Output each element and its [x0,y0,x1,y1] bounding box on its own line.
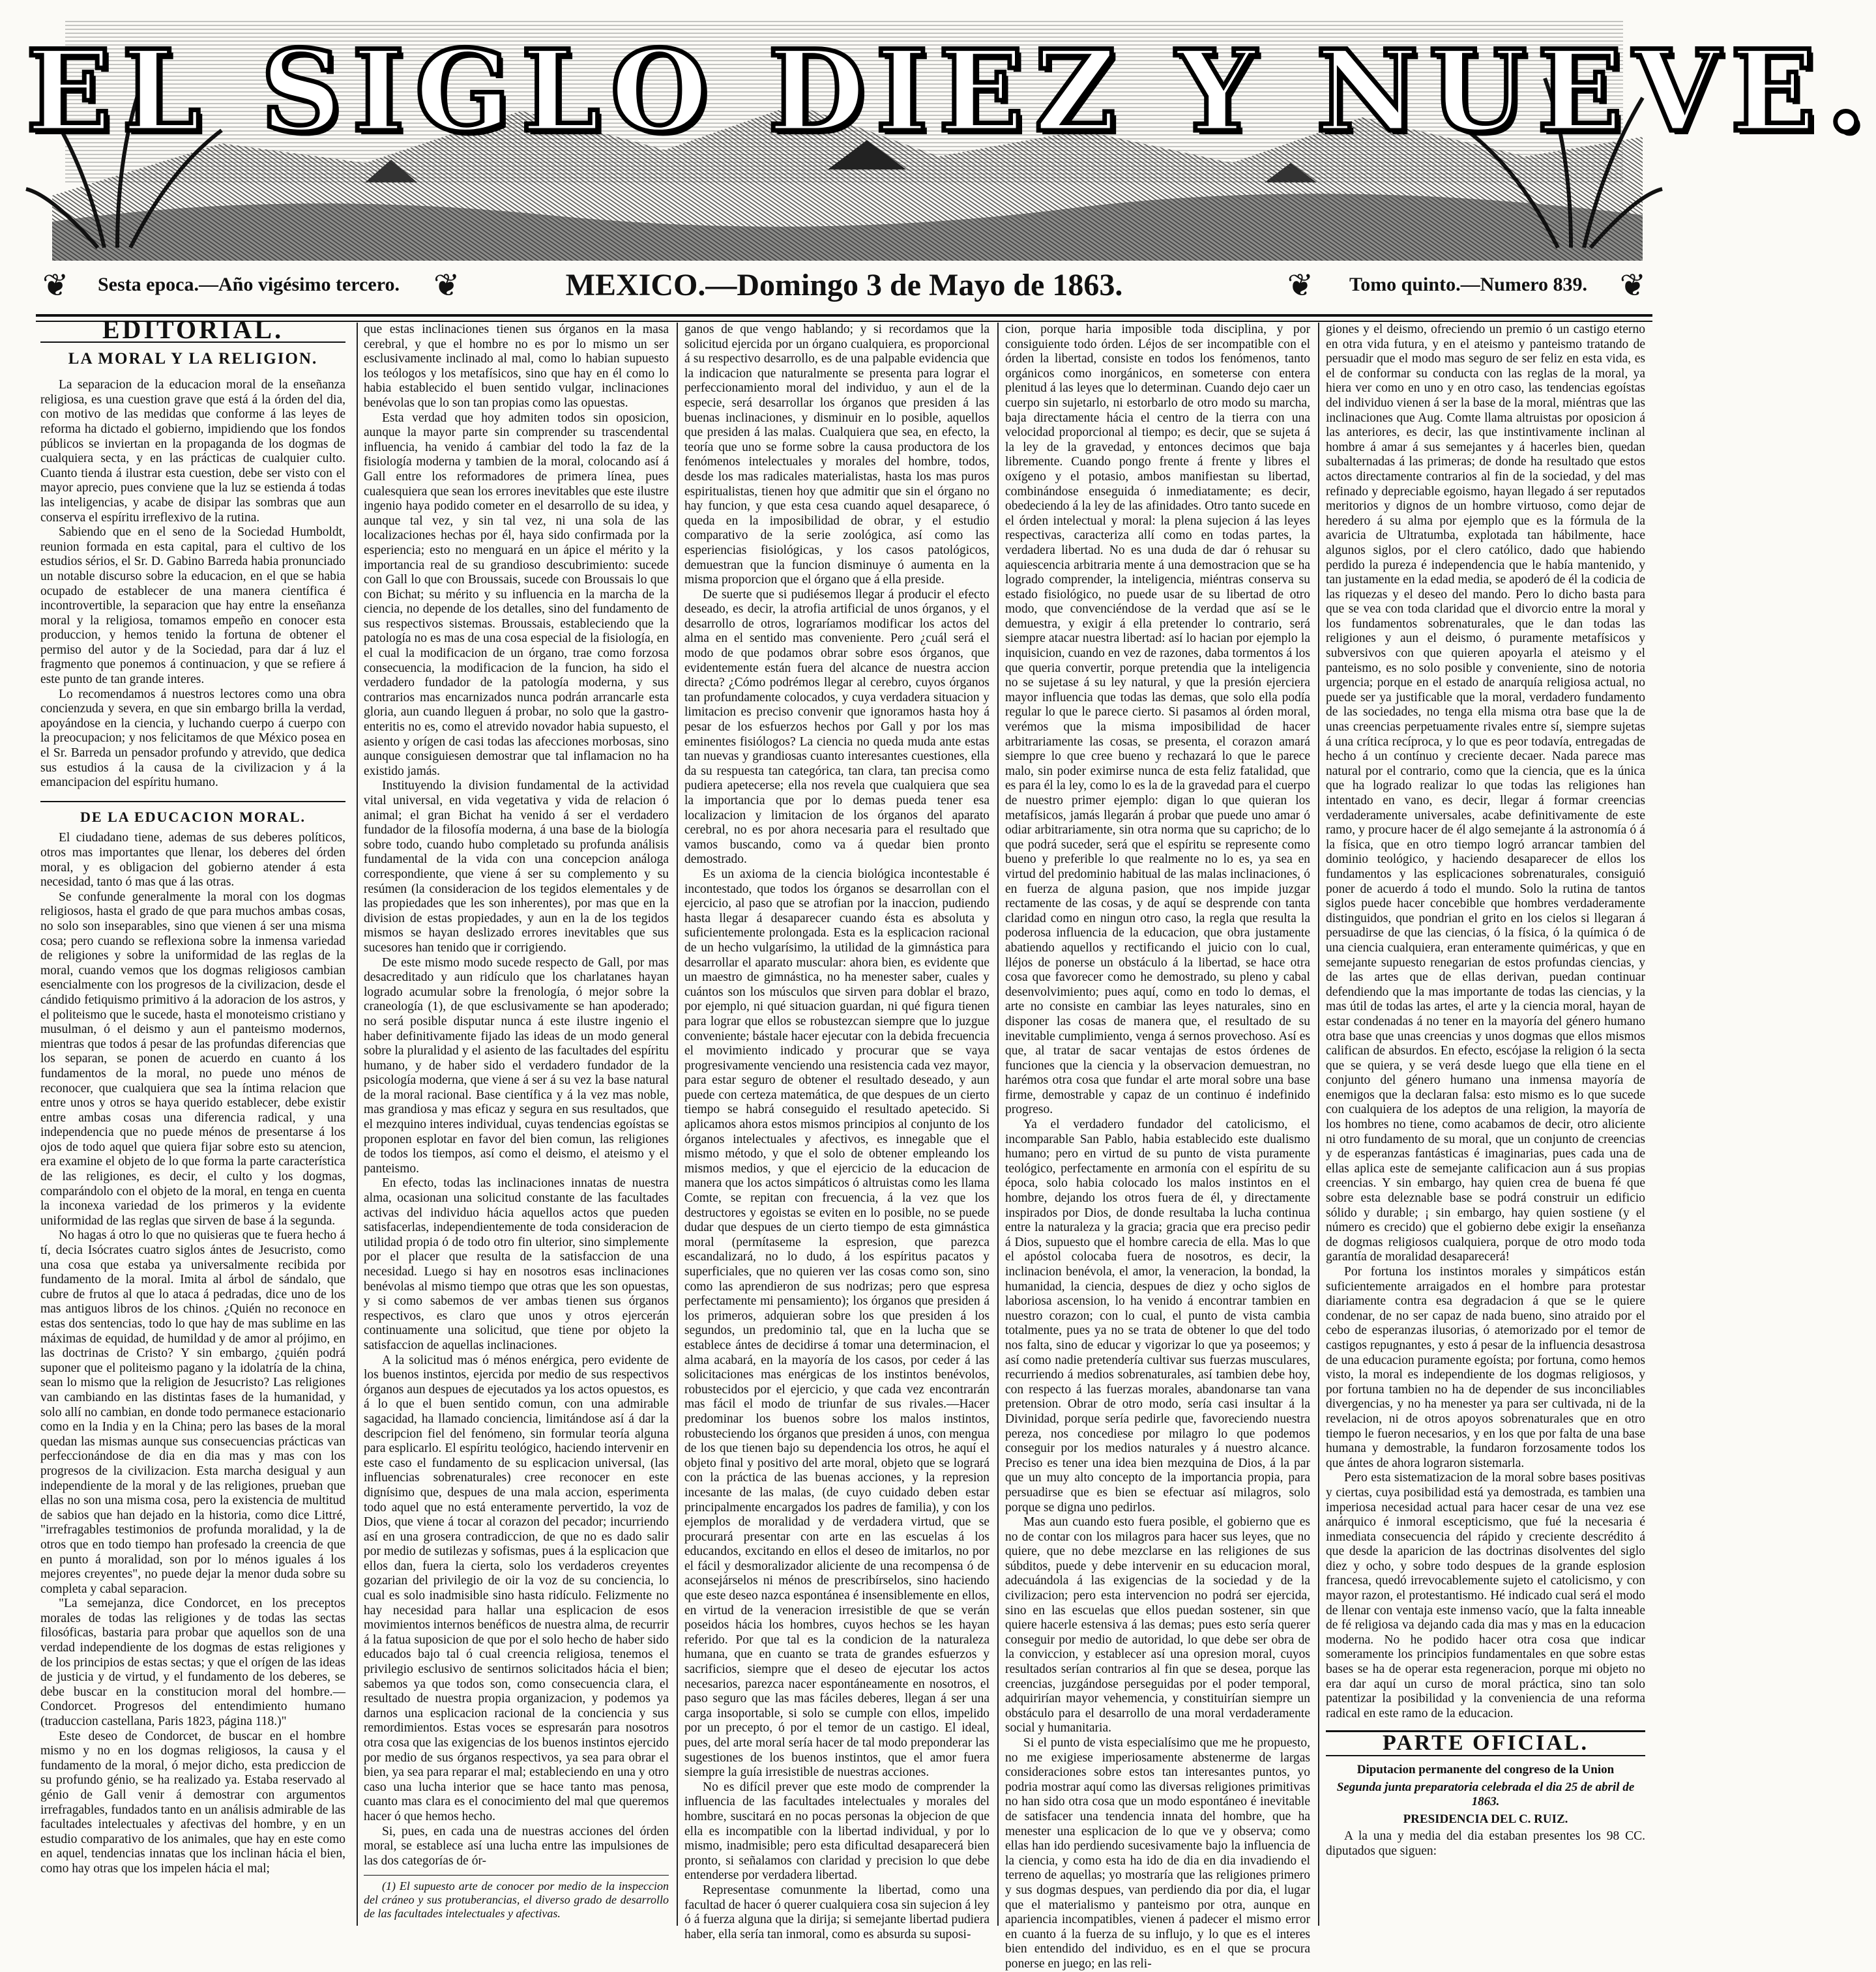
masthead-title: EL SIGLO DIEZ Y NUEVE. [26,25,1876,157]
column-rule [997,323,999,1926]
paragraph: Este deseo de Condorcet, de buscar en el hombre mismo y no en los dogmas religiosos, la causa y el fundamento de la moral, ó mejor dicho, esta prediccion de su profundo génio, se ha realizado ya. Estaba reservado al génio de Gall venir á demostrar con argumentos irrefragables, fundados tanto en un análisis admirable de las facultades intelectuales y afectivas del hombre, y en un estudio comparativo de los animales, que hay en este como en aquel, tendencias innatas que los inclinan hácia el bien, como hay otras que los impelen hácia el mal; [40,1729,345,1876]
footnote [364,1875,669,1921]
paragraph: Por fortuna los instintos morales y simpáticos están suficientemente arraigados en el hombre para protestar diariamente contra esa degradacion á que se le quiere condenar, de no ser capaz de nada bueno, sino atraido por el cebo de esperanzas ilusorias, ó atemorizado por el temor de castigos repugnantes, y esto á pesar de la influencia desastrosa de una educacion puramente egoísta; por fortuna, como hemos visto, la moral es independiente de los dogmas religiosos, y por fortuna tambien no ha de depender de sus inconciliables divergencias, y no ha menester ya para ser cultivada, ni de la revelacion, ni de otros apoyos sobrenaturales que en otro tiempo le fueron necesarios, y en los que por falta de una base humana y demostrable, la fundaron forzosamente todos los que ántes de ahora lograron sistemarla. [1326,1265,1645,1470]
paragraph: De suerte que si pudiésemos llegar á producir el efecto deseado, es decir, la atrofia artificial de unos órganos, y el desarrollo de otros, lograríamos modificar los actos del alma en el sentido mas conveniente. Pero ¿cuál será el modo de que podamos obrar sobre esos órganos, que evidentemente están fuera del alcance de nuestra accion directa? ¿Cómo podrémos llegar al cerebro, cuyos órganos tan profundamente colocados, y cuya verdadera situacion y limitacion es preciso convenir que ignoramos hasta hoy á pesar de los esfuerzos hechos por Gall y por los mas eminentes fisiólogos? La ciencia no queda muda ante estas tan nuevas y grandiosas cuanto interesantes cuestiones, ella da su respuesta tan categórica, tan clara, tan precisa como pudiera apetecerse; ella nos revela que cualquiera que sea la importancia que por lo demas pueda tener esa localizacion y limitacion de los órganos del aparato cerebral, no es por ahora necesaria para el resultado que vamos buscando, como va á quedar bien pronto demostrado. [684,587,989,867]
paragraph: Lo recomendamos á nuestros lectores como una obra concienzuda y severa, en que sin embargo brilla la verdad, apoyándose en la ciencia, y luchando cuerpo á cuerpo con la preocupacion; y nos felicitamos de que México posea en el Sr. Barreda un pensador profundo y atrevido, que dedica sus estudios á la causa de la civilizacion y á la emancipacion del espíritu humano. [40,687,345,790]
paragraph: Si el punto de vista especialísimo que me he propuesto, no me exigiese imperiosamente abstenerme de largas consideraciones sobre estos tan interesantes puntos, yo podria mostrar aquí como las diversas religiones primitivas no han sido otra cosa que un modo espontáneo é inevitable de satisfacer una tendencia innata del hombre, que ha menester una esplicacion de lo que ve y observa; como ellas han ido perdiendo sucesivamente bajo la influencia de la ciencia, y como esta ha ido de dia en dia invadiendo el terreno de aquellas; yo mostraría que las religiones primero y sus dogmas despues, van perdiendo dia por dia, el lugar que el materialismo y panteismo por otra, aunque en apariencia incompatibles, vienen á padecer el mismo error en cuanto á la fuerza de su influjo, y lo que es el interes bien entendido del individuo, es en el que se procura ponerse en juego; en las reli- [1005,1736,1310,1971]
ornament-icon: ❦ [1619,267,1646,304]
dateline [36,262,1652,317]
paragraph: La separacion de la educacion moral de la enseñanza religiosa, es una cuestion grave que está á la órden del dia, con motivo de las medidas que conforme á las leyes de reforma ha dictado el gobierno, impidiendo que los fondos públicos se inviertan en la propaganda de los dogmas de cualquiera secta, y en las prácticas de cualquier culto. Cuanto tienda á ilustrar esta cuestion, debe ser visto con el mayor aprecio, pues conviene que la luz se estienda á todas las inteligencias, y acabe de disipar las sombras que aun conserva el espíritu irreflexivo de la rutina. [40,378,345,525]
paragraph: No hagas á otro lo que no quisieras que te fuera hecho á tí, decia Isócrates cuatro siglos ántes de Jesucristo, como una cosa que estaba ya universalmente recibida por fundamento de la moral. Imita al árbol de sándalo, que cubre de frutos al que lo ataca á pedradas, dice uno de los mas antiguos libros de los chinos. ¿Quién no reconoce en estas dos sentencias, todo lo que hay de mas sublime en las máximas de equidad, de humildad y de amor al prójimo, en las doctrinas de Cristo? Y sin embargo, ¿quién podrá suponer que el politeismo pagano y la idolatría de la china, sean lo mismo que la religion de Jesucristo? Las religiones van cambiando en las distintas fases de la humanidad, y solo allí no cambian, en donde todo permanece estacionario como en la India y en la China; pero las bases de la moral quedan las mismas aunque sus consecuencias prácticas van perfeccionándose de dia en dia mas y mas con los progresos de la civilizacion. Esta marcha desigual y aun independiente de la moral y de las religiones, prueban que ellas no son una misma cosa, pero la existencia de multitud de sabios que han dejado en la historia, como dice Littré, "irrefragables testimonios de profunda moralidad, y la de otros que en todo tiempo han profesado la creencia de que en punto á moralidad, son por lo ménos iguales á los mejores creyentes", no puede dejar la menor duda sobre su completa y cabal separacion. [40,1228,345,1596]
paragraph: Si, pues, en cada una de nuestras acciones del órden moral, se establece así una lucha entre las impulsiones de las dos categorías de ór- [364,1824,669,1868]
paragraph: ganos de que vengo hablando; y si recordamos que la solicitud ejercida por un órgano cualquiera, es proporcional á su respectivo desarrollo, es de una palpable evidencia que la indicacion que naturalmente se presenta para lograr el perfeccionamiento moral del individuo, y aun el de la especie, será desarrollar los órganos que presiden á las buenas inclinaciones, y disminuir en lo posible, aquellos que presiden á las malas. Cualquiera que sea, en efecto, la teoría que uno se forme sobre la causa productora de los fenómenos intelectuales y morales del hombre, todos, desde los mas radicales materialistas, hasta los mas puros espiritualistas, tienen hoy que admitir que sin el órgano no hay funcion, y que esta cesa cuando aquel desaparece, ó queda en la imposibilidad de obrar, y el estudio comparativo de la serie zoológica, así como las esperiencias fisiológicas, y los casos patológicos, demuestran que la funcion disminuye ó aumenta en la misma proporcion que el órgano que á ella preside. [684,323,989,587]
ornament-icon: ❦ [1287,267,1313,304]
paragraph: A la una y media del dia estaban presentes los 98 CC. diputados que siguen: [1326,1829,1645,1858]
paragraph: Mas aun cuando esto fuera posible, el gobierno que es no de contar con los milagros para hacer sus leyes, que no quiere, que no debe mezclarse en las religiones de sus súbditos, puede y debe intervenir en su educacion moral, adecuándola á las exigencias de la sociedad y de la civilizacion; pero esta intervencion no podrá ser ejercida, sino en las escuelas que ellos puedan sostener, sin que quiere hacerle estensiva á las demas; pues esto sería querer conseguir por medio de autoridad, lo que debe ser obra de la conviccion, y establecer así una opresion moral, cuyos resultados serían contrarios al fin que se desea, porque las creencias, juzgándose perseguidas por el poder temporal, adquirirían mayor vehemencia, y constituirían siempre un obstáculo para el desarrollo de una moral verdaderamente social y humanitaria. [1005,1515,1310,1735]
date-heading: MEXICO.—Domingo 3 de Mayo de 1863. [565,268,1123,302]
paragraph: De este mismo modo sucede respecto de Gall, por mas desacreditado y aun ridículo que los charlatanes hayan logrado acumular sobre la frenología, ó mejor sobre la craneología (1), de que esclusivamente se han apoderado; no será posible disputar nunca á este ilustre ingenio el haber definitivamente fijado las ideas de un modo general sobre la pluralidad y el asiento de las facultades del espíritu humano, y de haber sido el verdadero fundador de la psicología moderna, que viene á ser á su vez la base natural de la moral racional. Base científica y á la vez mas noble, mas grandiosa y mas eficaz y segura en sus resultados, que el mezquino interes individual, cuyas tendencias egoístas se proponen esplotar en favor del bien comun, las religiones de todos los tiempos, así como el deismo, el ateismo y el panteismo. [364,955,669,1176]
masthead [26,0,1876,261]
column-3 [684,323,989,1941]
column-5 [1326,323,1645,1926]
paragraph: Esta verdad que hoy admiten todos sin oposicion, aunque la mayor parte sin comprender su trascendental influencia, ha venido á cambiar del todo la faz de la fisiología moderna y tambien de la moral, colocando así á Gall entre los reformadores de primera línea, pues cualesquiera que sean los errores inevitables que este ilustre ingenio haya podido cometer en el desarrollo de su idea, y aunque tal vez, y sin tal vez, ni una sola de las localizaciones hechas por él, haya sido confirmada por la esperiencia; esto no menguará en un ápice el mérito y la importancia real de su grandioso descubrimiento: sucede con Gall lo que con Broussais, sucede con Broussais lo que con Bichat; su mérito y su influencia en la marcha de la ciencia, no depende de los detalles, sino del fundamento de sus respectivos sistemas. Broussais, estableciendo que la patología no es mas de una cosa especial de la fisiología, en el cual la modificacion de un órgano, trae como forzosa consecuencia, la modificacion de la funcion, ha sido el verdadero fundador de la patología moderna, y sus contrarios mas encarnizados nunca podrán arrancarle esta gloria, aun cuando lleguen á probar, no solo que la gastro-enteritis no es, como el atrevido novador habia supuesto, el asiento y orígen de casi todas las afecciones morbosas, sino aunque consiguiesen demostrar que tal inflamacion no ha existido jamás. [364,411,669,778]
editorial-heading: EDITORIAL. [40,323,345,343]
edition-info: Sesta epoca.—Año vigésimo tercero. [98,274,400,295]
column-rule [677,323,678,1926]
presidency-heading: PRESIDENCIA DEL C. RUIZ. [1403,1812,1568,1826]
column-1 [40,315,345,1926]
paragraph: Es un axioma de la ciencia biológica incontestable é incontestado, que todos los órganos se desarrollan con el ejercicio, al paso que se atrofian por la inaccion, pudiendo hasta llegar á desaparecer cuando ésta es absoluta y suficientemente prolongada. Esta es la esplicacion racional de un hecho vulgarísimo, la utilidad de la gimnástica para desarrollar el aparato muscular: ahora bien, es evidente que un maestro de gimnástica, no ha menester saber, cuales y cuántos son los músculos que sirven para doblar el brazo, por ejemplo, ni qué situacion guardan, ni qué figura tienen para lograr que ellos se robustezcan siempre que lo juzgue conveniente; bástale hacer ejecutar con la debida frecuencia el movimiento indicado y procurar que se vaya progresivamente venciendo una resistencia cada vez mayor, para estar seguro de obtener el resultado deseado, y aun puede con certeza matemática, de que despues de un cierto tiempo se habrá conseguido el resultado apetecido. Si aplicamos ahora estos mismos principios al conjunto de los órganos intelectuales y afectivos, es innegable que el mismo método, y que el solo de obtener empleando los mismos medios, y que el ejercicio de la educacion de manera que los actos simpáticos ó altruistas como les llama Comte, se repitan con frecuencia, á la vez que los destructores y egoistas se eviten en lo posible, no se puede dudar que despues de un cierto tiempo de esta gimnástica moral (permítaseme la espresion, que parezca escandalizará, no lo dudo, á los espíritus pacatos y superficiales, que no quieren ver las cosas como son, sino como las aprendieron de sus nodrizas; pero que espresa perfectamente mi pensamiento); los órganos que presiden á los primeros, adquieran sobre los que presiden á los segundos, un predominio tal, que en la lucha que se establece ántes de decidirse á tomar una determinacion, el alma acabará, en la mayoría de los casos, por ceder á las solicitaciones mas enérgicas de los instintos benévolos, robustecidos por el ejercicio, y que cada vez encontrarán mas fácil el modo de triunfar de sus rivales.—Hacer predominar los buenos sobre los malos instintos, robusteciendo los órganos que presiden á unos, con mengua de los que tienen bajo su dependencia los otros, he aquí el objeto final y positivo del arte moral, objeto que se logrará con la práctica de las buenas acciones, y la represion incesante de las malas, (de cuyo cuidado deben estar principalmente encargados los padres de familia), y con los ejemplos de moralidad y de verdadera virtud, que se procurará presentar con arte en las escuelas á los educandos, excitando en ellos el deseo de imitarlos, no por el fácil y desmoralizador aliciente de una recompensa ó de aconsejárselos ni ménos de prescribírselos, sino haciendo que este deseo nazca espontánea é insensiblemente en ellos, en virtud de la veneracion irresistible de que se verán poseidos hácia los hombres, cuyos hechos se les hayan referido. Por que tal es la condicion de la naturaleza humana, que en cuanto se trata de grandes esfuerzos y sacrificios, siempre que el deseo de ejecutar los actos necesarios, parezca nacer espontáneamente en nosotros, el paso seguro que las mas fáciles deberes, llegan á ser una carga insoportable, si solo se cumple con ellos, impelido por un precepto, ó por el temor de un castigo. El ideal, pues, del arte moral sería hacer de tal modo preponderar las sugestiones de los buenos instintos, que el amor fuera siempre la guía irresistible de nuestras acciones. [684,867,989,1780]
ornament-icon: ❦ [433,267,460,304]
official-subheading: Diputacion permanente del congreso de la Union [1356,1763,1615,1776]
column-rule [1318,323,1319,1926]
paragraph: Sabiendo que en el seno de la Sociedad Humboldt, reunion formada en esta capital, para el cultivo de los estudios sérios, el Sr. D. Gabino Barreda habia pronunciado un notable discurso sobre la educacion, en el que se habia ocupado de establecer de una manera científica é incontrovertible, la separacion que hay entre la enseñanza moral y la religiosa, tomamos empeño en conocer esta produccion, y hemos tenido la fortuna de obtener el permiso del autor y de la Sociedad, para dar á luz el fragmento que ponemos á continuacion, y que se refiere á este punto de tan grande interes. [40,525,345,687]
volume-info: Tomo quinto.—Numero 839. [1349,274,1587,295]
article-title: LA MORAL Y LA RELIGION. [68,349,318,368]
paragraph: "La semejanza, dice Condorcet, en los preceptos morales de todas las religiones y de todas las sectas filosóficas, bastaria para probar que aquellos son de una verdad independiente de los dogmas de estas religiones y de los principios de estas sectas; y que el orígen de las ideas de justicia y de virtud, y el fundamento de los deberes, se debe buscar en la constitucion moral del hombre.—Condorcet. Progresos del entendimiento humano (traduccion castellana, Paris 1823, página 118.)" [40,1597,345,1729]
section-heading: DE LA EDUCACION MORAL. [40,801,345,825]
footnote-text: (1) El supuesto arte de conocer por medio de la inspeccion del cráneo y sus protuberancias, el diverso grado de desarrollo de las facultades intelectuales y afectivas. [364,1879,669,1921]
session-heading: Segunda junta preparatoria celebrada el dia 25 de abril de 1863. [1336,1780,1635,1809]
paragraph: Ya el verdadero fundador del catolicismo, el incomparable San Pablo, habia establecido este dualismo humano; pero en virtud de su punto de vista puramente teológico, perfectamente en armonía con el espíritu de su época, solo habia colocado los malos instintos en el hombre, dejando los otros fuera de él, y directamente inspirados por Dios, de donde resultaba la lucha continua entre la naturaleza y la gracia; gracia que era preciso pedir á Dios, supuesto que el hombre carecia de ella. Mas lo que el apóstol colocaba fuera de nosotros, es decir, la inclinacion benévola, el amor, la veneracion, la bondad, la humanidad, la ciencia, despues de diez y ocho siglos de laboriosa ascension, lo ha venido á encontrar tambien en nuestro corazon; con lo cual, el punto de vista cambia totalmente, pues ya no se trata de obtener lo que del todo nos falta, sino de educar y vigorizar lo que ya poseemos; y así como nadie pretendería cultivar sus fuerzas musculares, recurriendo á medios sobrenaturales, así tambien debe hoy, con respecto á las fuerzas morales, abandonarse tan vana pretension. Obrar de otro modo, sería casi insultar á la Divinidad, porque sería pedirle que, favoreciendo nuestra pereza, nos concediese por milagro lo que podemos conseguir por los medios naturales y á nuestro alcance. Preciso es tener una idea bien mezquina de Dios, á la par que un muy alto concepto de la importancia propia, para persuadirse que es bien se efectuar así milagros, solo porque se digna uno pedirlos. [1005,1118,1310,1515]
ornament-icon: ❦ [42,267,69,304]
paragraph: No es difícil prever que este modo de comprender la influencia de las facultades intelectuales y morales del hombre, suscitará en no pocas personas la objecion de que ella es incompatible con la libertad individual, y por lo mismo, inadmisible; pero esta dificultad desaparecerá bien pronto, si señalamos con claridad y precision lo que debe entenderse por verdadera libertad. [684,1780,989,1883]
column-2 [364,323,669,1926]
paragraph: A la solicitud mas ó ménos enérgica, pero evidente de los buenos instintos, ejercida por medio de sus respectivos órganos aun despues de ejecutados ya los actos opuestos, es á lo que el buen sentido comun, con una admirable sagacidad, ha llamado conciencia, limitándose así á dar la descripcion fiel del fenómeno, sin formular teoría alguna para esplicarlo. El espíritu teológico, haciendo intervenir en este caso el fundamento de su esplicacion universal, (las influencias sobrenaturales) cree reconocer en este dignísimo que, despues de una mala accion, esperimenta todo aquel que no está enteramente pervertido, la voz de Dios, que viene á tocar al corazon del pecador; incurriendo así en una grosera contradiccion, de que no es dado salir por medio de sutilezas y sofismas, pues á la esplicacion que ellos dan, fuera la cierta, solo los verdaderos creyentes gozarian del privilegio de oir la voz de su conciencia, lo cual es solo inadmisible sino hasta ridículo. Felizmente no hay necesidad para hallar una esplicacion de esos movimientos internos benéficos de nuestra alma, de recurrir á la fatua suposicion de que por el solo hecho de haber sido educados bajo tal ó cual creencia religiosa, tenemos el privilegio esclusivo de sentirnos solicitados hácia el bien; sabemos ya que todos son, como consecuencia clara, el resultado de nuestra propia organizacion, y podemos ya darnos una esplicacion racional de la conciencia y sus remordimientos. Estas voces se espresarán para nosotros otra cosa que las exigencias de los buenos instintos ejercido por medio de sus órganos respectivos, ya sea para obrar el bien, ya sea para reparar el mal; estableciendo en una y otro caso una lucha interior que se hace tanto mas penosa, cuanto mas clara es el conocimiento del mal que queremos hacer ó que hemos hecho. [364,1353,669,1823]
paragraph: giones y el deismo, ofreciendo un premio ó un castigo eterno en otra vida futura, y en el ateismo y panteismo tratando de persuadir que el modo mas seguro de ser feliz en esta vida, es el de conformar su conducta con las reglas de la moral, ya hiera ver como en uno y en otro caso, las tendencias egoístas del individuo vienen á ser la base de la moral, miéntras que las inclinaciones que Aug. Comte llama altruistas por oposicion á las anteriores, es decir, las que instintivamente inclinan al hombre á amar á sus semejantes y á hacerles bien, quedan subalternadas á las primeras; de donde ha resultado que estos actos directamente contrarios al fin de la sociedad, y del mas refinado y depreciable egoismo, hayan llegado á ser reputados meritorios y dignos de un hombre virtuoso, como dejar de heredero á su alma por ejemplo que es la fórmula de la avaricia de Ultratumba, explotada tan hábilmente, hace algunos siglos, por el clero católico, dado que habiendo perdido la pureza é independencia que le había mantenido, y tan justamente en la edad media, se apoderó de él la codicia de las riquezas y el deseo del mando. Pero lo dicho basta para que se vea con toda claridad que el divorcio entre la moral y los fundamentos sobrenaturales, que le dan todas las religiones y aun el deismo, ó puramente metafísicos y subversivos con que quieren apoyarla el ateismo y el panteismo, es no solo posible y conveniente, sino de notoria urgencia; porque en el estado de anarquía religiosa actual, no puede ser ya justificable que la moral, verdadero fundamento de las sociedades, no tenga ella misma otra base que la de unas creencias perpetuamente rivales entre sí, siempre sujetas á una crítica recíproca, y lo que es peor todavía, entregadas de hecho á un contínuo y creciente decaer. Nada parece mas natural por el contrario, como que la ciencia, que es la única que ha logrado realizar lo que todas las religiones han intentado en vano, es decir, llegar á formar creencias verdaderamente universales, acabe definitivamente de este ramo, y procure hacer de él algo semejante á la astronomía ó á la física, que en otro tiempo logró arrancar tambien del dominio teológico, y haciendo desaparecer de ellos los fundamentos y las esplicaciones sobrenaturales, consiguió poner de acuerdo á todo el mundo. Solo la rutina de tantos siglos puede hacer concebible que hombres verdaderamente distinguidos, que pondrian el grito en los cielos si llegaran á persuadirse de que las ciencias, ó la física, ó la química ó de una ciencia cualquiera, eran enteramente quiméricas, y que en semejante supuesto renegarian de estos profundas ciencias, y de las artes que de ellas derivan, puedan continuar defendiendo que la mas importante de todas las ciencias, y la mas útil de todas las artes, el arte y la ciencia moral, hayan de estar condenadas á no tener en la mayoría del género humano otra base que unas creencias y unos dogmas que ellos mismos califican de absurdos. En efecto, escójase la religion ó la secta que se quiera, y se verá desde luego que ella tiene en el conjunto del género humano una inmensa mayoría de enemigos que la declaran falsa: esto mismo es lo que sucede con cualquiera de los adeptos de una religion, la mayoría de los hombres no tiene, como acabamos de decir, otro aliciente ni otro fundamento de su moral, que un conjunto de creencias y de esperanzas fantásticas é imaginarias, pues cada una de ellas aplica este de semejante calificacion aun á sus propias creencias. Y sin embargo, hay quien crea de buena fé que sobre esta deleznable base se podrá construir un edificio sólido y durable; ¡ sin embargo, hay quien sostiene (y el número es crecido) que el gobierno debe exigir la enseñanza de dogmas religiosos cualquiera, porque de otro modo toda garantía de moralidad desaparecerá! [1326,323,1645,1264]
paragraph: que estas inclinaciones tienen sus órganos en la masa cerebral, y que el hombre no es por lo mismo un ser esclusivamente inclinado al mal, como lo habian supuesto los teólogos y los metafísicos, sino que hay en él como lo habia establecido el buen sentido vulgar, inclinaciones benévolas que lo son tan propias como las opuestas. [364,323,669,410]
paragraph: Pero esta sistematizacion de la moral sobre bases positivas y ciertas, cuya posibilidad está ya demostrada, es tambien una imperiosa necesidad actual para hacer cesar de una vez ese anárquico é inmoral escepticismo, que fué la necesaria é inmediata consecuencia del rápido y creciente descrédito á que desde la aparicion de las doctrinas disolventes del siglo diez y ocho, y sobre todo despues de la grande esplosion francesa, quedó irrevocablemente sujeto el catolicismo, y con mayor razon, el protestantismo. Hé indicado cual será el modo de llenar con ventaja este inmenso vacío, que la falta inneable de fé religiosa va dejando cada dia mas y mas en la educacion moderna. No he podido hacer otra cosa que indicar someramente los principios fundamentales en que sobre estas bases se ha de operar esta regeneracion, porque mi objeto no era dar aquí un curso de moral práctica, sino tan solo patentizar la posibilidad y la conveniencia de una reforma radical en este ramo de la educacion. [1326,1471,1645,1720]
paragraph: Se confunde generalmente la moral con los dogmas religiosos, hasta el grado de que para muchos ambas cosas, no solo son inseparables, sino que vienen á ser una misma cosa; pero cuando se reflexiona sobre la inmensa variedad de religiones y sobre la uniformidad de las reglas de la moral, cuando vemos que los dogmas religiosos cambian esencialmente con los progresos de la civilizacion, desde el cándido fetiquismo primitivo á la adoracion de los astros, y el politeismo que le sucede, hasta el monoteismo cristiano y musulman, ó el deismo y aun el panteismo modernos, mientras que todos á pesar de las profundas diferencias que los separan, se ponen de acuerdo en cuanto á los fundamentos de la moral, no puede uno ménos de reconocer, que cualquiera que sea la íntima relacion que entre unos y otros se haya querido establecer, debe existir entre ambas cosas una diferencia radical, y una independencia que no puede ménos de presentarse á los ojos de todo aquel que quiera fijar sobre esto su atencion, era examine el objeto de lo que forma la parte característica de las religiones, es decir, el culto y los dogmas, comparándolo con el objeto de la moral, en tenga en cuenta la inconexa variedad de los primeros y la evidente uniformidad de las reglas que sirven de base á la segunda. [40,890,345,1228]
column-4 [1005,323,1310,1971]
paragraph: Representase comunmente la libertad, como una facultad de hacer ó querer cualquiera cosa sin sujecion á ley ó á fuerza alguna que la dirija; si semejante libertad pudiera haber, ella sería tan inmoral, como es absurda su suposi- [684,1883,989,1941]
paragraph: cion, porque haria imposible toda disciplina, y por consiguiente todo órden. Léjos de ser incompatible con el órden la libertad, consiste en todos los fenómenos, tanto orgánicos como inorgánicos, en someterse con entera plenitud á las leyes que lo determinan. Cuando dejo caer un cuerpo sin sujetarlo, ni estorbarlo de otro modo su marcha, baja directamente hácia el centro de la tierra con una velocidad proporcional al tiempo; es decir, que se sujeta á la ley de la gravedad, y entonces decimos que baja libremente. Cuando pongo frente á frente y libres el oxígeno y el potasio, ambos manifiestan su libertad, combinándose enseguida ó inmediatamente; es decir, obedeciendo á la ley de las afinidades. Otro tanto sucede en el órden intelectual y moral: la plena sujecion á las leyes respectivas, caracteriza allí como en todas partes, la verdadera libertad. No es una duda de dar ó rehusar su aquiescencia arbitraria mente á una demostracion que se ha logrado comprender, la inteligencia, miéntras conserva su estado fisiológico, no puede usar de su libertad de otro modo, que convenciéndose de la verdad que así se le demuestra, y exigir á ella pretender lo contrario, será siempre atacar nuestra libertad: así lo hacian por ejemplo la inquisicion, cuando en vez de razones, daba tormentos á los que queria convertir, porque pretendia que la inteligencia no se sujetase á su ley natural, y que la presión ejerciera mayor influencia que todas las demas, que solo ella podía regular lo que le parece cierto. Si pasamos al órden moral, verémos que la misma imposibilidad de hacer arbitrariamente las cosas, se presenta, el corazon amará siempre lo que cree bueno y rechazará lo que le parece malo, sin poder eximirse nunca de esta feliz fatalidad, que es para él la ley, como lo es la de la gravedad para el cuerpo de nuestro primer ejemplo: digan lo que quieran los metafísicos, jamás llegarán á probar que puede uno amar ó odiar arbitrariamente, sin otra norma que su capricho; de lo que podrá suceder, será que el espíritu se represente como bueno y preferible lo que realmente no lo es, ya sea en virtud del predominio habitual de las malas inclinaciones, ó en fuerza de alguna pasion, que nos impide juzgar rectamente de las cosas, y de aquí se desprende con tanta claridad como en ningun otro caso, la regla que resulta la poderosa influencia de la educacion, que obra justamente abatiendo aquellos y rectificando el juicio con lo cual, lléjos de ponerse un obstáculo á la libertad, se hace otra cosa que favorecer como he demostrado, su pleno y cabal desenvolvimiento; pues aquí, como en todo lo demas, el arte no consiste en cambiar las leyes naturales, sino en disponer las cosas de manera que, el resultado de su inevitable cumplimiento, venga á sernos provechoso. Así es que, al tratar de sacar ventajas de estos órdenes de funciones que la ciencia y la observacion demuestran, no harémos otra cosa que fundar el arte moral sobre una base firme, demostrable y capaz de un continuo é indefinido progreso. [1005,323,1310,1117]
paragraph: En efecto, todas las inclinaciones innatas de nuestra alma, ocasionan una solicitud constante de las facultades activas del individuo hácia aquellos actos que pueden satisfacerlas, independientemente de toda consideracion de utilidad propia ó de todo otro fin ulterior, sino simplemente por el placer que resulta de la satisfaccion de una necesidad. Luego si hay en nosotros esas inclinaciones benévolas al mismo tiempo que otras que les son opuestas, y si como sabemos de ver ambas tienen sus órganos respectivos, es claro que unos y otros ejercerán continuamente una solicitud, que tiene por objeto la satisfaccion de aquellas inclinaciones. [364,1176,669,1352]
paragraph: El ciudadano tiene, ademas de sus deberes políticos, otros mas importantes que llenar, los deberes del órden moral, y es obligacion del gobierno atender á esta necesidad, tanto ó mas que á las otras. [40,831,345,890]
column-rule [357,323,358,1926]
official-section-heading: PARTE OFICIAL. [1326,1730,1645,1756]
paragraph: Instituyendo la division fundamental de la actividad vital universal, en vida vegetativa y vida de relacion ó animal; el gran Bichat ha venido á ser el verdadero fundador de la filosofía moderna, á una base de la biología sobre todo, cuando hubo completado su profunda análisis fundamental de la vida con una concepcion análoga correspondiente, que viene á ser su complemento y su resúmen (la consideracion de los tegidos elementales y de las propiedades que les son inherentes), por mas que en la division de estas propiedades, y aun en la de los tegidos mismos se hayan deslizado errores inevitables que sus sucesores han tenido que ir corrigiendo. [364,779,669,955]
